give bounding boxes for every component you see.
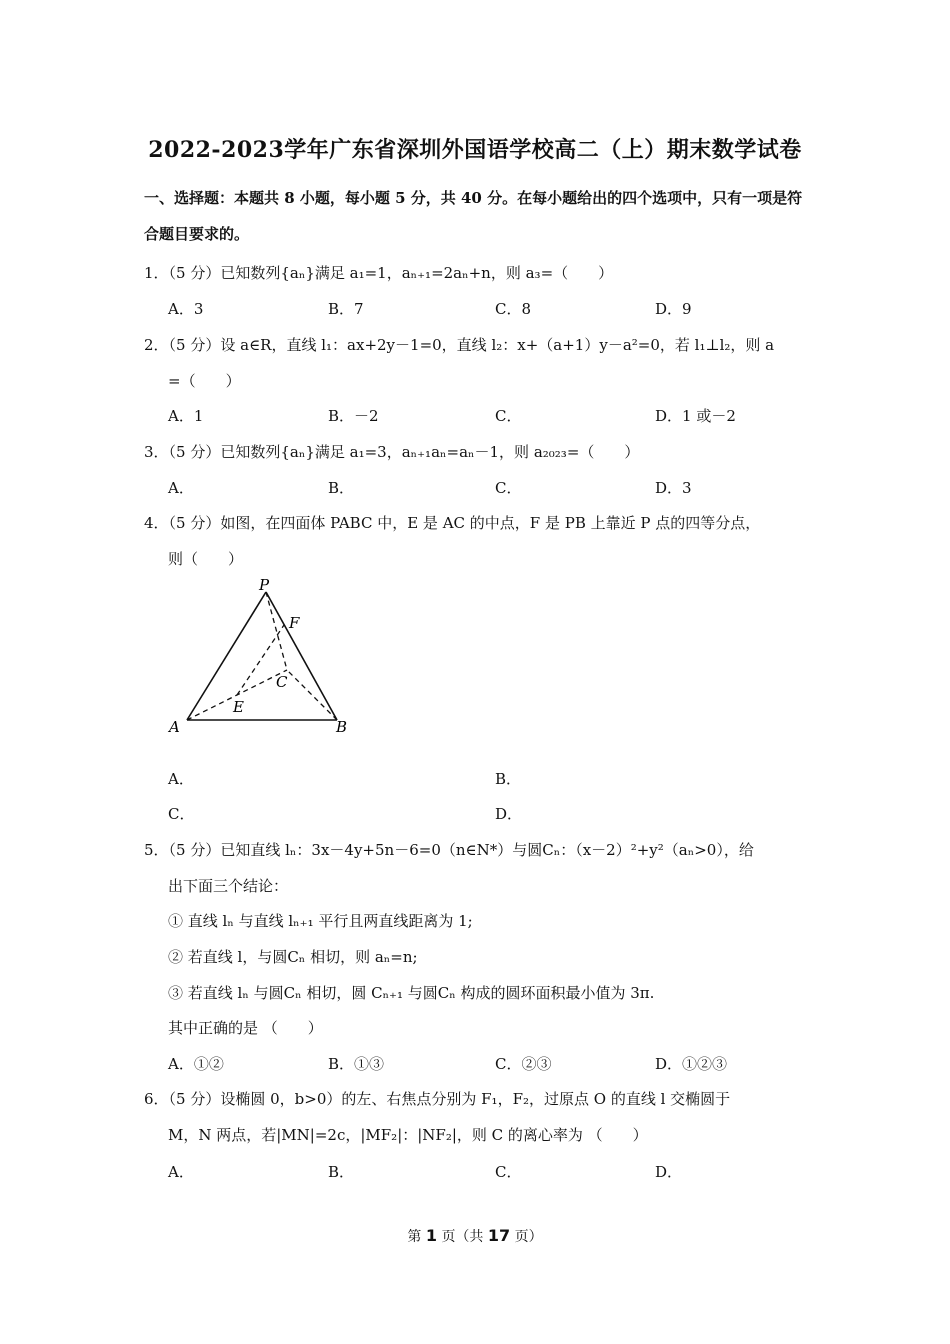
q5-conclusion-1: ① 直线 lₙ 与直线 lₙ₊₁ 平行且两直线距离为 1;	[168, 912, 473, 930]
q5-option-c[interactable]: C．②③	[495, 1055, 552, 1073]
label-c: C	[276, 673, 288, 691]
question-4-stem: 4．（5 分）如图，在四面体 PABC 中，E 是 AC 的中点，F 是 PB 上靠近 P 点的四等分点，	[144, 514, 761, 532]
question-3-stem: 3．（5 分）已知数列{aₙ}满足 a₁=3，aₙ₊₁aₙ=aₙ－1，则 a₂₀₂₃=（ ）	[144, 443, 640, 461]
q3-option-c[interactable]: C．	[495, 479, 522, 497]
page-footer	[0, 1226, 950, 1246]
footer-total-pages: 17	[487, 1226, 511, 1245]
q4-option-d[interactable]: D．	[495, 805, 523, 823]
q2-option-c[interactable]: C．	[495, 407, 522, 425]
footer-suffix: 页）	[514, 1229, 543, 1245]
edge-bc	[287, 670, 337, 720]
label-a: A	[169, 718, 180, 736]
q3-option-b[interactable]: B．	[328, 479, 355, 497]
q5-option-a[interactable]: A．①②	[168, 1055, 224, 1073]
q5-option-d[interactable]: D．①②③	[655, 1055, 728, 1073]
footer-page-number: 1	[425, 1226, 437, 1245]
q5-conclusion-2: ② 若直线 l，与圆Cₙ 相切，则 aₙ=n;	[168, 948, 418, 966]
q5-conclusion-3: ③ 若直线 lₙ 与圆Cₙ 相切，圆 Cₙ₊₁ 与圆Cₙ 构成的圆环面积最小值为 3π.	[168, 984, 655, 1002]
q6-option-a[interactable]: A．	[168, 1163, 194, 1181]
page-title: 2022-2023学年广东省深圳外国语学校高二（上）期末数学试卷	[148, 137, 802, 163]
edge-pc	[266, 592, 287, 670]
question-6-stem: 6．（5 分）设椭圆 0，b>0）的左、右焦点分别为 F₁，F₂，过原点 O 的直线 l 交椭圆于	[144, 1090, 731, 1108]
edge-pb	[266, 592, 337, 720]
q4-option-a[interactable]: A．	[168, 770, 194, 788]
question-6-stem-cont: M，N 两点，若|MN|=2c，|MF₂|：|NF₂|，则 C 的离心率为 （ ）	[168, 1126, 648, 1144]
q5-prompt: 其中正确的是 （ ）	[168, 1019, 323, 1037]
question-2-stem-cont: =（ ）	[168, 372, 241, 390]
label-f: F	[289, 614, 300, 632]
question-5-stem: 5．（5 分）已知直线 lₙ：3x－4y+5n－6=0（n∈N*）与圆Cₙ：（x－2）²+y²（aₙ>0），给	[144, 841, 754, 859]
q6-option-d[interactable]: D．	[655, 1163, 683, 1181]
q4-option-b[interactable]: B．	[495, 770, 522, 788]
question-2-stem: 2．（5 分）设 a∈R，直线 l₁：ax+2y－1=0，直线 l₂：x+（a+1）y－a²=0，若 l₁⊥l₂，则 a	[144, 336, 775, 354]
q3-option-d[interactable]: D．3	[655, 479, 692, 497]
q1-option-c[interactable]: C．8	[495, 300, 532, 318]
section-heading: 一、选择题：本题共 8 小题，每小题 5 分，共 40 分。在每小题给出的四个选项中，只有一项是符合题目要求的。	[144, 189, 803, 243]
q2-option-a[interactable]: A．1	[168, 407, 204, 425]
q2-option-b[interactable]: B．－2	[328, 407, 379, 425]
q2-option-d[interactable]: D．1 或－2	[655, 407, 736, 425]
q4-option-c[interactable]: C．	[168, 805, 195, 823]
question-5-stem-cont: 出下面三个结论：	[168, 877, 289, 895]
footer-middle: 页（共	[441, 1229, 484, 1245]
q6-option-b[interactable]: B．	[328, 1163, 355, 1181]
q3-option-a[interactable]: A．	[168, 479, 194, 497]
question-4-stem-cont: 则（ ）	[168, 550, 244, 568]
footer-prefix: 第	[407, 1229, 422, 1245]
tetrahedron-figure	[165, 575, 365, 740]
label-b: B	[336, 718, 348, 736]
label-e: E	[233, 698, 244, 716]
q1-option-b[interactable]: B．7	[328, 300, 364, 318]
q6-option-c[interactable]: C．	[495, 1163, 522, 1181]
q1-option-a[interactable]: A．3	[168, 300, 204, 318]
q1-option-d[interactable]: D．9	[655, 300, 692, 318]
question-1-stem: 1．（5 分）已知数列{aₙ}满足 a₁=1，aₙ₊₁=2aₙ+n，则 a₃=（ ）	[144, 264, 614, 282]
edge-pa	[187, 592, 266, 720]
label-p: P	[259, 576, 270, 594]
q5-option-b[interactable]: B．①③	[328, 1055, 385, 1073]
